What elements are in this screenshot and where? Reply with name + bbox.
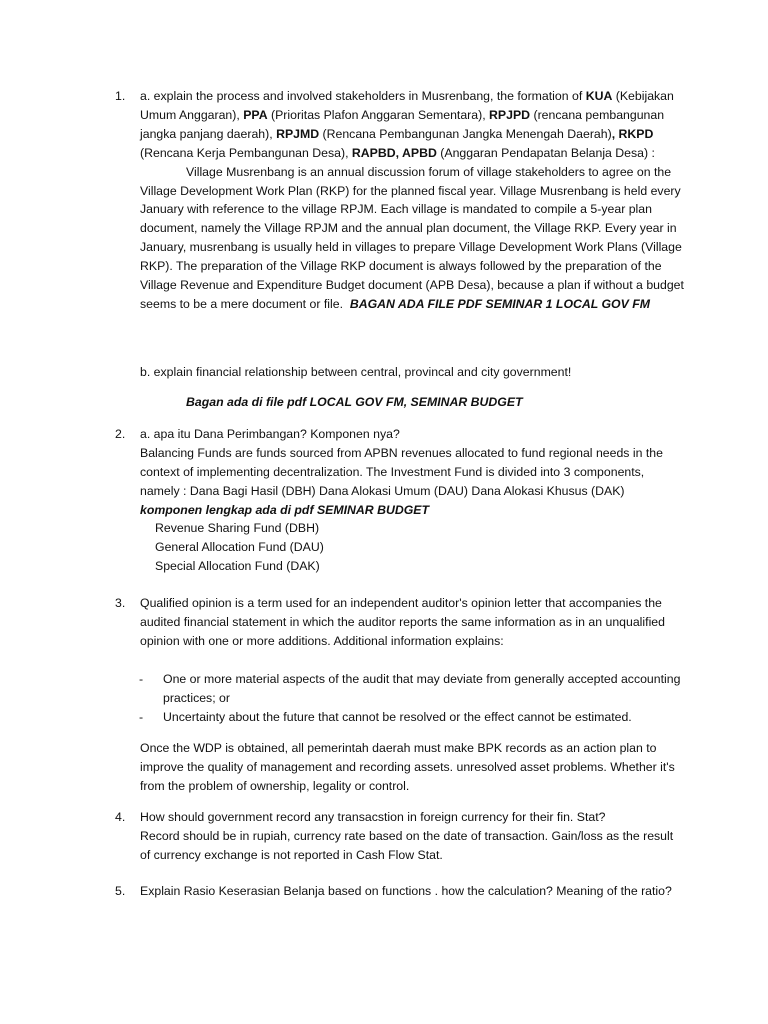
term-rpjmd: RPJMD	[276, 126, 320, 141]
q5-question: Explain Rasio Keserasian Belanja based on functions . how the calculation? Meaning of the ratio?	[140, 884, 672, 898]
comma: ,	[611, 126, 616, 141]
term-ppa: PPA	[243, 107, 268, 122]
q3-wdp: Once the WDP is obtained, all pemerintah daerah must make BPK records as an action plan to improve the quality of management and recording assets. unresolved asset problems. Whether it's from the problem of ownership, legality or control.	[140, 741, 675, 793]
q1b-question: b. explain financial relationship between central, provincal and city government!	[140, 365, 572, 379]
component-dbh: Revenue Sharing Fund (DBH)	[155, 521, 320, 535]
term-rapbd-apbd: RAPBD, APBD	[351, 145, 437, 160]
rpjpd-expansion: (rencana pembangunan jangka panjang daerah),	[140, 107, 665, 141]
rpjmd-expansion: (Rencana Pembangunan Jangka Menengah Daerah)	[319, 126, 612, 141]
q2-components	[155, 519, 555, 576]
rkpd-expansion: (Rencana Kerja Pembangunan Desa),	[140, 145, 352, 160]
q2-question: a. apa itu Dana Perimbangan? Komponen nya?	[140, 427, 400, 441]
q1-a-prefix: a. explain the process and involved stakeholders in Musrenbang, the formation of	[140, 89, 586, 103]
q1-number: 1.	[115, 89, 126, 103]
q4-question: How should government record any transacstion in foreign currency for their fin. Stat?	[140, 810, 606, 824]
component-dau: General Allocation Fund (DAU)	[155, 539, 324, 554]
q1b-note: Bagan ada di file pdf LOCAL GOV FM, SEMINAR BUDGET	[186, 395, 523, 409]
q3-intro: Qualified opinion is a term used for an independent auditor's opinion letter that accompanies the audited financial statement in which the auditor reports the same information as in an unqualified opinion with one or more additions. Additional information explains:	[140, 596, 665, 648]
term-kua: KUA	[585, 89, 613, 103]
bullet-marker: -	[139, 710, 144, 724]
q4-number: 4.	[115, 810, 126, 824]
q3-number: 3.	[115, 596, 126, 610]
q1-answer: Village Musrenbang is an annual discussion forum of village stakeholders to agree on the Village Development Work Plan (RKP) for the planned fiscal year. Village Musrenbang is held every January with reference to the village RPJM. Each village is mandated to compile a 5-year plan document, namely the Village RPJM and the annual plan document, the Village RKP. Every year in January, musrenbang is usually held in villages to prepare Village Development Work Plans (Village RKP). The preparation of the Village RKP document is always followed by the preparation of the Village Revenue and Expenditure Budget document (APB Desa), because a plan if without a budget seems to be a mere document or file. BAGAN ADA FILE PDF SEMINAR 1 LOCAL GOV FM	[140, 164, 684, 311]
bullet-marker: -	[139, 672, 144, 686]
kua-expansion: (Kebijakan Umum Anggaran),	[140, 89, 674, 122]
q1-answer-note: BAGAN ADA FILE PDF SEMINAR 1 LOCAL GOV FM	[349, 296, 650, 311]
apbd-expansion: (Anggaran Pendapatan Belanja Desa) :	[436, 145, 655, 160]
q2-number: 2.	[115, 427, 126, 441]
q4-answer: Record should be in rupiah, currency rate based on the date of transaction. Gain/loss as the result of currency exchange is not reported in Cash Flow Stat.	[140, 828, 674, 862]
component-dak: Special Allocation Fund (DAK)	[155, 558, 320, 573]
q4-block	[140, 808, 685, 865]
q3-bullet-2: Uncertainty about the future that cannot be resolved or the effect cannot be estimated.	[163, 710, 632, 724]
term-rpjpd: RPJPD	[489, 107, 531, 122]
q2-block	[140, 425, 685, 520]
term-rkpd: RKPD	[615, 126, 654, 141]
q2-answer-note: komponen lengkap ada di pdf SEMINAR BUDGET	[140, 502, 429, 517]
q1-question	[140, 87, 685, 314]
q3-bullet-1: One or more material aspects of the audit that may deviate from generally accepted accounting practices; or	[163, 672, 681, 705]
ppa-expansion: (Prioritas Plafon Anggaran Sementara),	[267, 107, 490, 122]
q5-number: 5.	[115, 884, 126, 898]
q2-answer: Balancing Funds are funds sourced from APBN revenues allocated to fund regional needs in the context of implementing decentralization. The Investment Fund is divided into 3 components, namely : Dana Bagi Hasil (DBH) Dana Alokasi Umum (DAU) Dana Alokasi Khusus (DAK) komponen lengkap ada di pdf SEMINAR BUDGET	[140, 445, 663, 517]
